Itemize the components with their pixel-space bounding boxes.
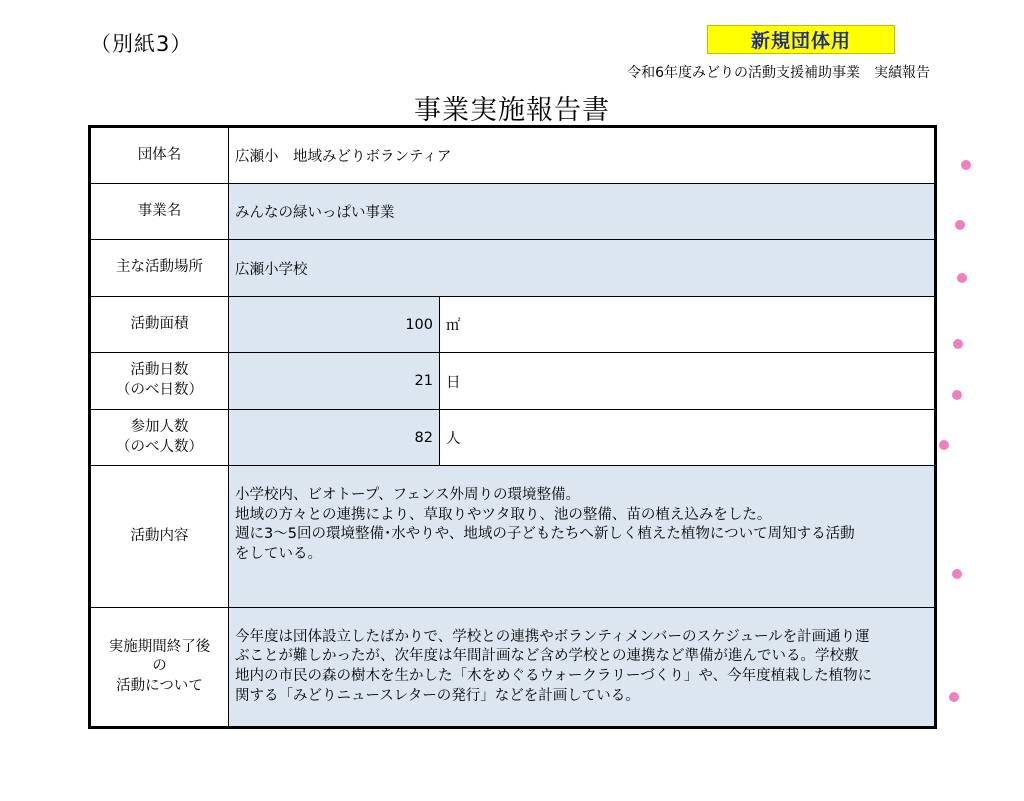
content-line: をしている。 bbox=[235, 545, 322, 562]
people-unit: 人 bbox=[440, 410, 936, 466]
decorative-dot-icon bbox=[949, 692, 959, 702]
row-days bbox=[90, 353, 936, 410]
row-area bbox=[90, 297, 936, 353]
report-table bbox=[88, 125, 937, 729]
decorative-dot-icon bbox=[952, 390, 962, 400]
after-line: 関する「みどりニュースレターの発行」などを計画している。 bbox=[235, 687, 640, 704]
decorative-dot-icon bbox=[939, 440, 949, 450]
people-field[interactable]: 82 bbox=[229, 410, 440, 466]
content-line: 週に3～5回の環境整備･水やりや、地域の子どもたちへ新しく植えた植物について周知する活動 bbox=[235, 526, 855, 543]
report-subtitle: 令和6年度みどりの活動支援補助事業 実績報告 bbox=[627, 65, 930, 81]
page-title: 事業実施報告書 bbox=[414, 95, 610, 126]
row-place bbox=[90, 240, 936, 297]
area-unit: ㎡ bbox=[440, 297, 936, 353]
decorative-dot-icon bbox=[961, 160, 971, 170]
after-period-field[interactable] bbox=[229, 608, 936, 728]
days-label bbox=[90, 353, 229, 410]
after-label-line1: 実施期間終了後 bbox=[108, 638, 211, 655]
days-label-line1: 活動日数 bbox=[130, 362, 189, 379]
content-line: 小学校内、ビオトープ、フェンス外周りの環境整備。 bbox=[235, 487, 580, 503]
decorative-dot-icon bbox=[955, 220, 965, 230]
group-name-field[interactable]: 広瀬小 地域みどりボランティア bbox=[229, 127, 936, 184]
area-field[interactable]: 100 bbox=[229, 297, 440, 353]
days-label-line2: （のべ日数） bbox=[116, 382, 203, 398]
row-after-period bbox=[90, 608, 936, 728]
row-content bbox=[90, 466, 936, 608]
people-label-line2: （のべ人数） bbox=[116, 438, 203, 455]
after-label-line2: の bbox=[152, 658, 167, 675]
appendix-label: （別紙3） bbox=[90, 32, 193, 56]
people-label bbox=[90, 410, 229, 466]
people-label-line1: 参加人数 bbox=[130, 418, 189, 435]
after-label-line3: 活動について bbox=[116, 677, 203, 694]
decorative-dot-icon bbox=[952, 569, 962, 579]
content-label: 活動内容 bbox=[90, 466, 229, 608]
project-name-label: 事業名 bbox=[90, 184, 229, 240]
content-line: 地域の方々との連携により、草取りやツタ取り、池の整備、苗の植え込みをした。 bbox=[235, 506, 772, 523]
project-name-field[interactable]: みんなの緑いっぱい事業 bbox=[229, 184, 936, 240]
decorative-dot-icon bbox=[957, 273, 967, 283]
row-group-name bbox=[90, 127, 936, 184]
place-label: 主な活動場所 bbox=[90, 240, 229, 297]
days-unit: 日 bbox=[440, 353, 936, 410]
after-line: 地内の市民の森の樹木を生かした「木をめぐるウォークラリーづくり」や、今年度植栽した植物に bbox=[235, 668, 873, 684]
row-project-name bbox=[90, 184, 936, 240]
group-name-label: 団体名 bbox=[90, 127, 229, 184]
row-people bbox=[90, 410, 936, 466]
area-label: 活動面積 bbox=[90, 297, 229, 353]
content-field[interactable] bbox=[229, 466, 936, 608]
place-field[interactable]: 広瀬小学校 bbox=[229, 240, 936, 297]
after-line: 今年度は団体設立したばかりで、学校との連携やボランティメンバーのスケジュールを計画通り運 bbox=[235, 628, 870, 645]
new-group-badge: 新規団体用 bbox=[707, 25, 895, 54]
decorative-dot-icon bbox=[953, 339, 963, 349]
days-field[interactable]: 21 bbox=[229, 353, 440, 410]
after-line: ぶことが難しかったが、次年度は年間計画など含め学校との連携など準備が進んでいる。学校敷 bbox=[235, 648, 859, 665]
after-period-label bbox=[90, 608, 229, 728]
